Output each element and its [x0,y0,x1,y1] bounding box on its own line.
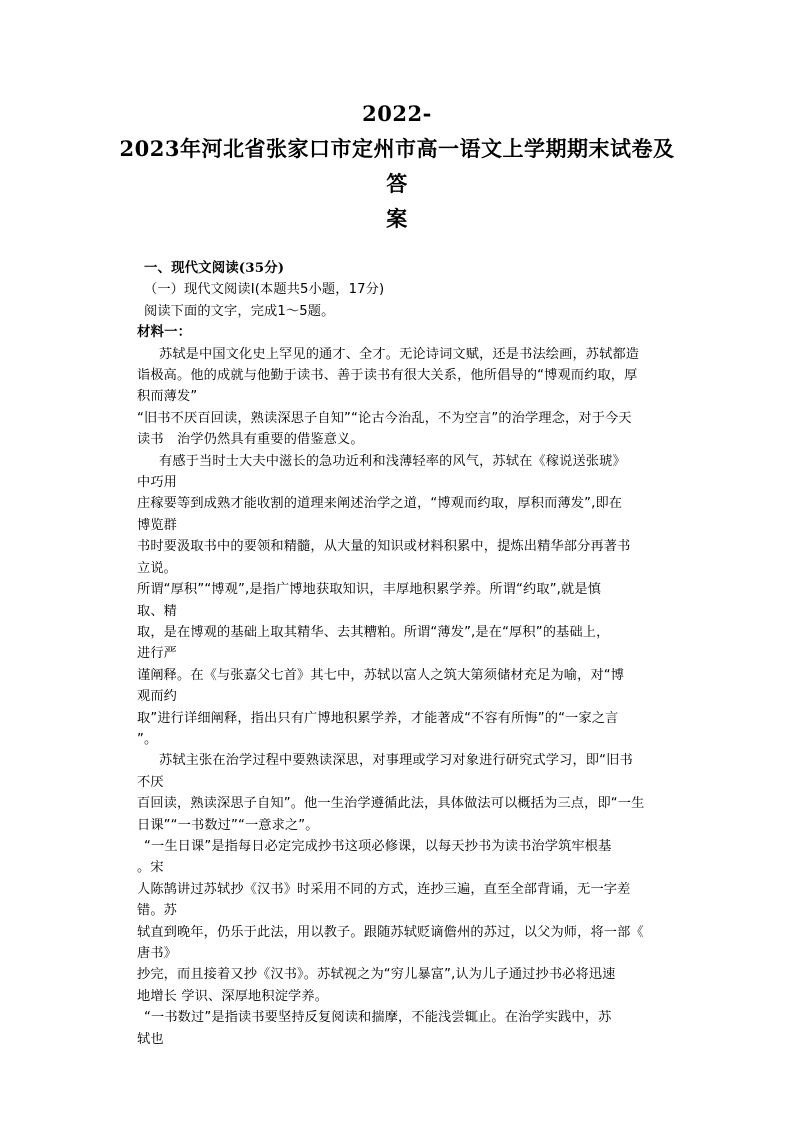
passage-line: 唐书》 [137,946,178,961]
passage-line: 观而约 [137,689,178,705]
passage-line: 不厌 [137,774,164,790]
passage-line: 轼也 [137,1031,164,1047]
page-title [113,96,681,236]
passage-line: “一书数过”是指读书要坚持反复阅读和揣摩，不能浅尝辄止。在治学实践中，苏 [144,1010,612,1026]
passage-line: 人陈鹄讲过苏轼抄《汉书》时采用不同的方式，连抄三遍，直至全部背诵，无一字差 [137,881,631,897]
passage-line: 读书 治学仍然具有重要的借鉴意义。 [137,432,364,448]
passage-line: 取、精 [137,603,178,619]
passage-line: 百回读，熟读深思子自知”。他一生治学遵循此法，具体做法可以概括为三点，即“一生 [137,796,645,812]
passage-line: 立说。 [137,560,178,576]
passage-line: 抄完，而且接着又抄《汉书》。苏轼视之为“穷儿暴富”,认为儿子通过抄书必将迅速 [137,967,616,983]
passage-line: 诣极高。他的成就与他勤于读书、善于读书有很大关系，他所倡导的“博观而约取，厚 [137,368,638,384]
passage-line: 轼直到晚年，仍乐于此法，用以教子。跟随苏轼贬谪儋州的苏过，以父为师，将一部《 [137,924,644,940]
passage-line: 积而薄发” [137,389,198,405]
title-line-3: 案 [386,206,408,231]
passage-line: 取，是在博观的基础上取其精华、去其糟粕。所谓“薄发”,是在“厚积”的基础上， [137,624,610,640]
passage-line: 苏轼是中国文化史上罕见的通才、全才。无论诗词文赋，还是书法绘画，苏轼都造 [159,346,640,362]
title-line-2: 2023年河北省张家口市定州市高一语文上学期期末试卷及答 [119,136,675,196]
passage-line: 日课”“一书数过”“一意求之”。 [137,817,319,833]
section-heading: 一、现代文阅读(35分) [144,260,285,276]
passage-line: ”。 [137,731,158,747]
title-line-1: 2022- [362,101,432,126]
passage-line: 谨阐释。在《与张嘉父七首》其七中，苏轼以富人之筑大第须储材充足为喻，对“博 [137,667,625,683]
passage-text [137,344,677,1050]
passage-line: “一生日课”是指每日必定完成抄书这项必修课，以每天抄书为读书治学筑牢根基 [144,838,612,854]
passage-line: “旧书不厌百回读，熟读深思子自知”“论古今治乱，不为空言”的治学理念，对于今天 [137,410,632,426]
passage-line: 错。苏 [137,903,178,919]
passage-line: 取”进行详细阐释，指出只有广博地积累学养，才能著成“不容有所悔”的“一家之言 [137,710,619,726]
passage-line: 地增长 学识、深厚地积淀学养。 [137,988,329,1004]
subsection-heading: （一）现代文阅读Ⅰ(本题共5小题，17分) [144,282,385,298]
passage-line: 书时要汲取书中的要领和精髓，从大量的知识或材料积累中，提炼出精华部分再著书 [137,539,631,555]
passage-line: 有感于当时士大夫中滋长的急功近利和浅薄轻率的风气，苏轼在《稼说送张琥》 [159,453,626,469]
document-body [137,258,677,1050]
passage-line: 所谓“厚积”“博观”,是指广博地获取知识，丰厚地积累学养。所谓“约取”,就是慎 [137,582,602,598]
passage-line: 中巧用 [137,475,178,491]
reading-instruction: 阅读下面的文字，完成1～5题。 [144,303,335,319]
passage-line: 进行严 [137,646,178,662]
material-label: 材料一： [137,324,192,341]
passage-line: 庄稼要等到成熟才能收割的道理来阐述治学之道，“博观而约取，厚积而薄发”,即在 [137,496,623,512]
passage-line: 苏轼主张在治学过程中要熟读深思，对事理或学习对象进行研究式学习，即“旧书 [159,753,633,769]
passage-line: 。宋 [137,860,164,876]
passage-line: 博览群 [137,517,178,533]
